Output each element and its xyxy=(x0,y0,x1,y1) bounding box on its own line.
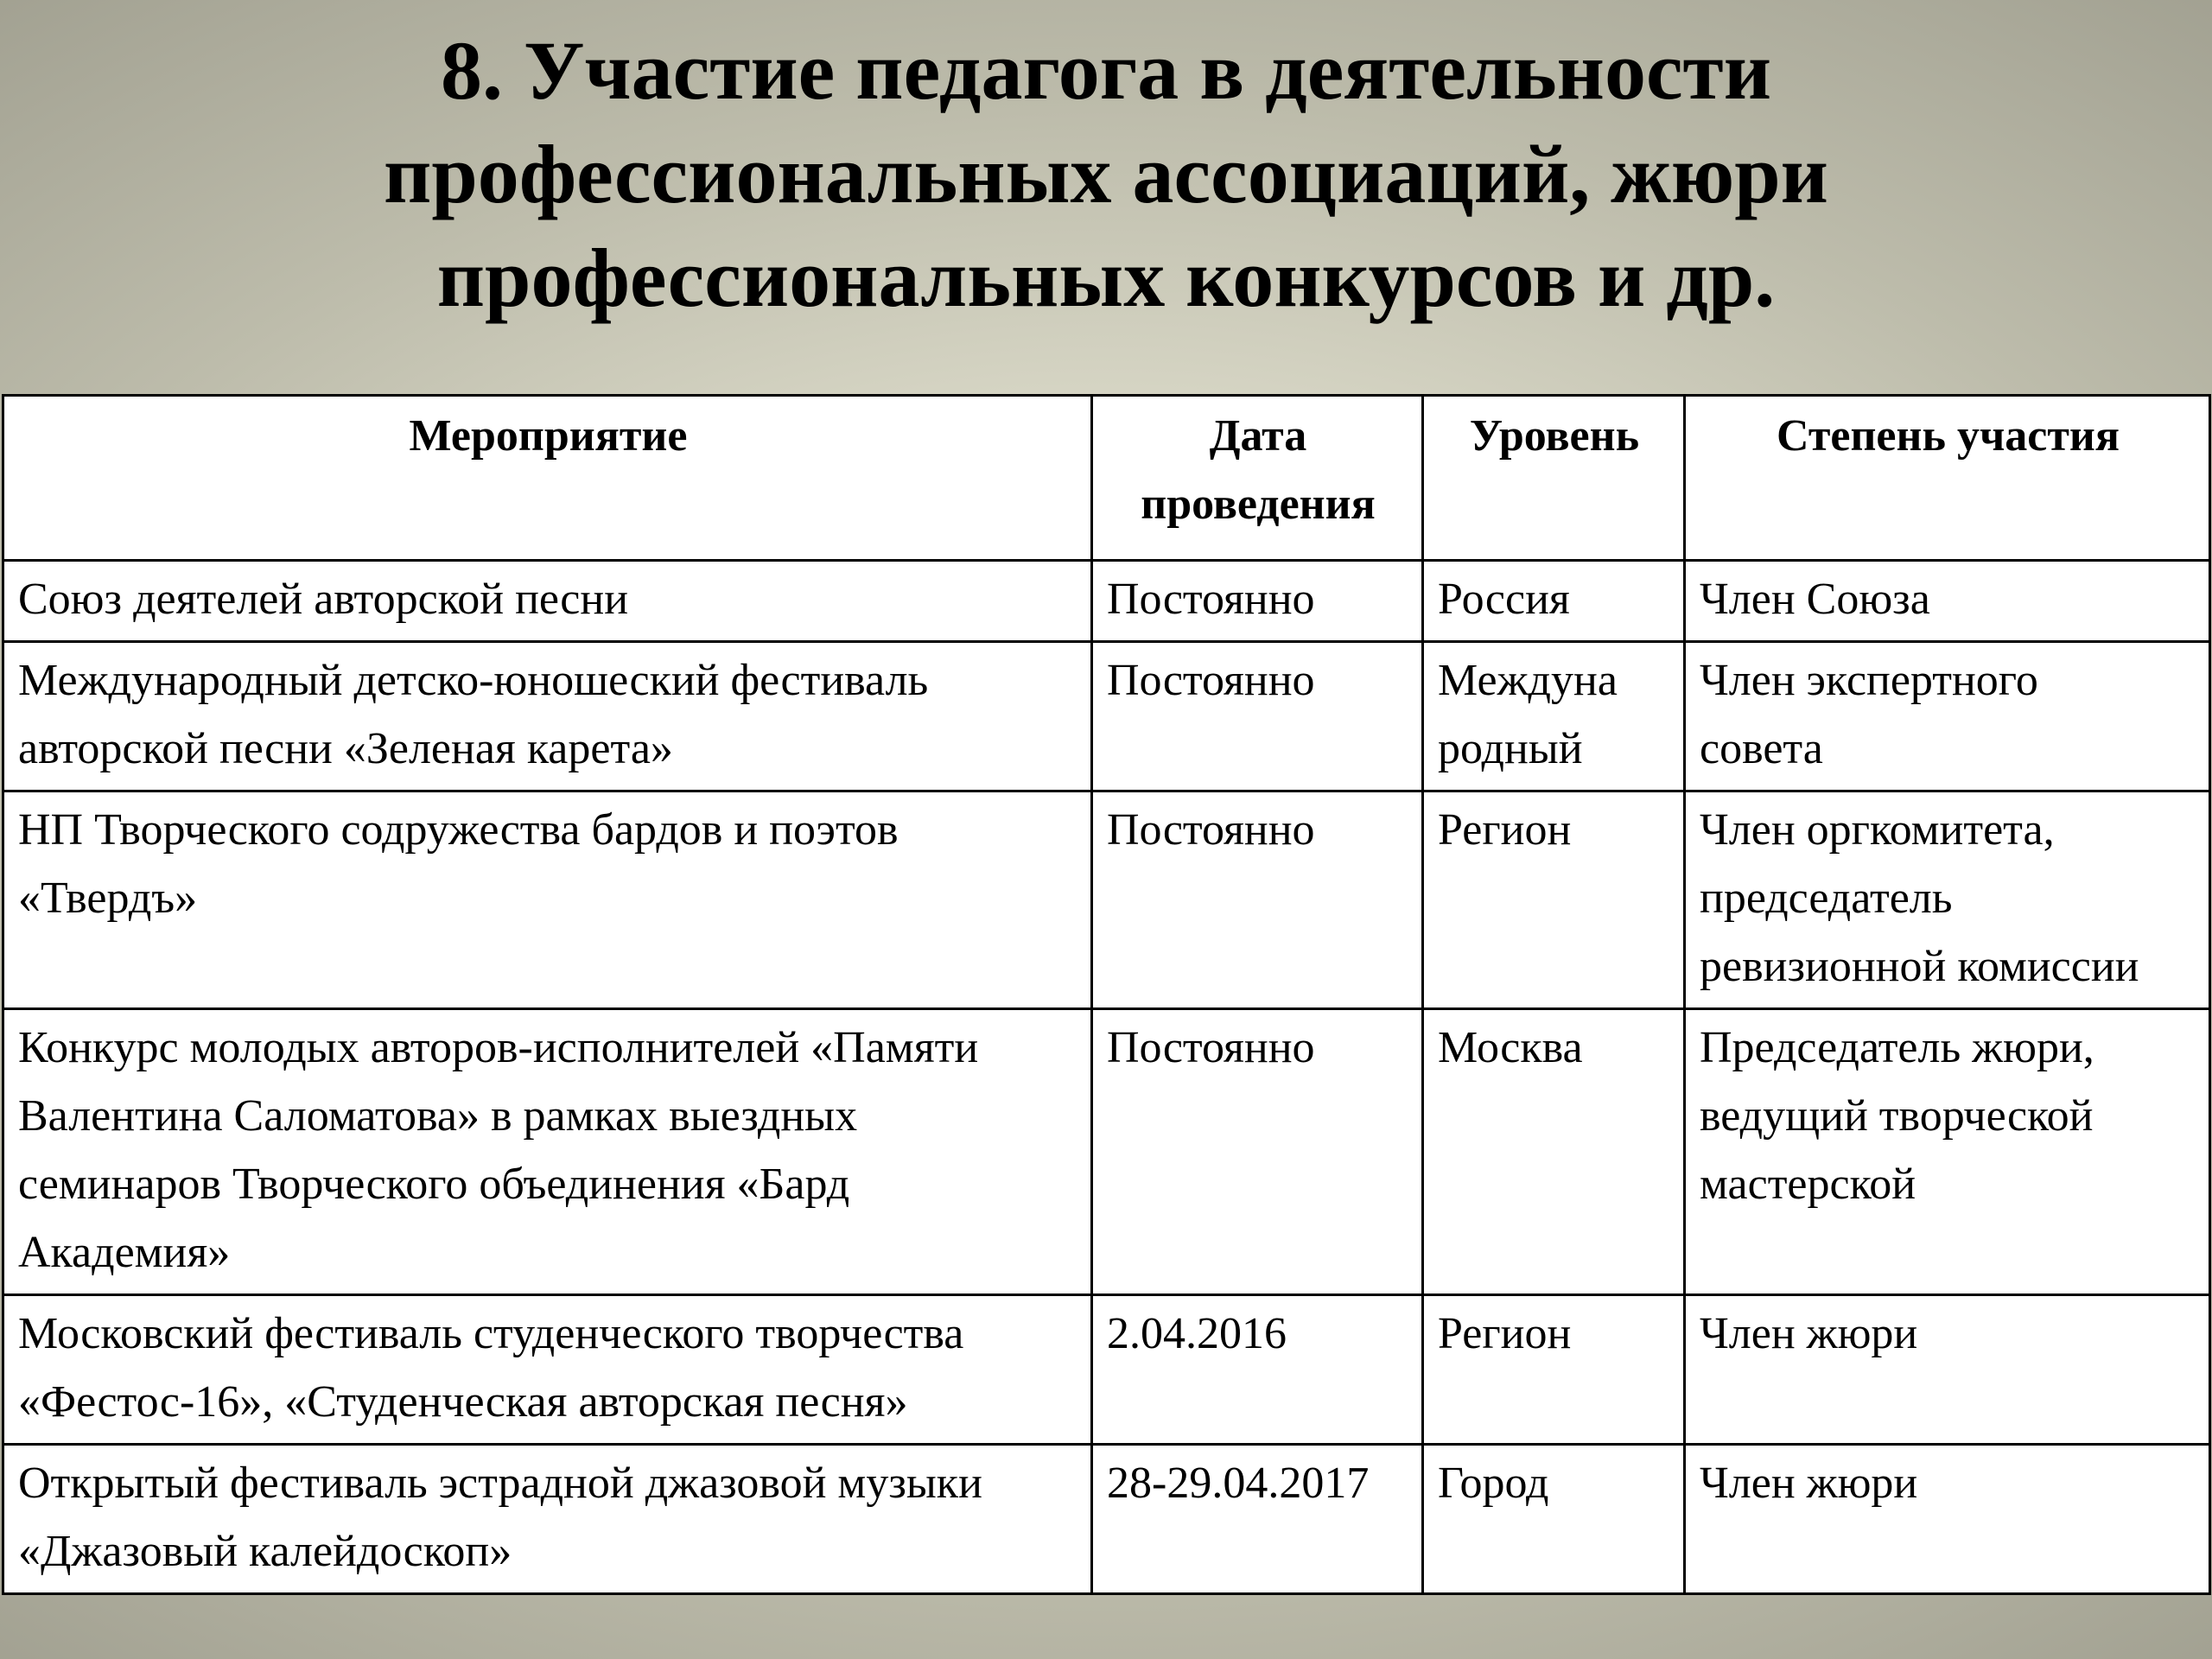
cell-event xyxy=(3,1295,1092,1445)
cell-line: родный xyxy=(1438,724,1583,773)
cell-line: Москва xyxy=(1438,1023,1583,1072)
cell-line: Академия» xyxy=(18,1228,231,1277)
cell-line: «Твердъ» xyxy=(18,874,198,923)
cell-date: 2.04.2016 xyxy=(1092,1295,1423,1445)
cell-line: совета xyxy=(1700,724,1823,773)
table-row xyxy=(3,642,2210,791)
cell-line: авторской песни «Зеленая карета» xyxy=(18,724,673,773)
cell-date: Постоянно xyxy=(1092,1009,1423,1295)
cell-level xyxy=(1423,791,1685,1009)
cell-date: 28-29.04.2017 xyxy=(1092,1445,1423,1594)
title-line-3: профессиональных конкурсов и др. xyxy=(436,232,1776,324)
cell-event xyxy=(3,791,1092,1009)
cell-participation xyxy=(1685,642,2210,791)
cell-line: Председатель жюри, xyxy=(1700,1023,2094,1072)
cell-line: ревизионной комиссии xyxy=(1700,942,2139,991)
cell-line: Валентина Саломатова» в рамках выездных xyxy=(18,1091,858,1141)
cell-line: семинаров Творческого объединения «Бард xyxy=(18,1160,850,1209)
cell-event xyxy=(3,642,1092,791)
table-row xyxy=(3,1445,2210,1594)
cell-line: Член экспертного xyxy=(1700,656,2038,705)
cell-participation xyxy=(1685,1009,2210,1295)
cell-participation xyxy=(1685,791,2210,1009)
header-date xyxy=(1092,396,1423,561)
cell-line: Конкурс молодых авторов-исполнителей «Памяти xyxy=(18,1023,979,1072)
cell-date: Постоянно xyxy=(1092,791,1423,1009)
header-level: Уровень xyxy=(1423,396,1685,561)
cell-line: Член оргкомитета, xyxy=(1700,805,2055,855)
cell-line: НП Творческого содружества бардов и поэтов xyxy=(18,805,899,855)
cell-level xyxy=(1423,1445,1685,1594)
cell-line: ведущий творческой xyxy=(1700,1091,2094,1141)
cell-line: «Джазовый калейдоскоп» xyxy=(18,1527,512,1576)
table-row xyxy=(3,791,2210,1009)
header-date-line-2: проведения xyxy=(1141,480,1376,529)
table-row xyxy=(3,1295,2210,1445)
cell-date: Постоянно xyxy=(1092,642,1423,791)
table-row xyxy=(3,561,2210,642)
cell-line: Союз деятелей авторской песни xyxy=(18,575,629,624)
cell-level xyxy=(1423,561,1685,642)
cell-participation xyxy=(1685,1445,2210,1594)
cell-line: Член Союза xyxy=(1700,575,1930,624)
cell-line: Междуна xyxy=(1438,656,1618,705)
header-participation: Степень участия xyxy=(1685,396,2210,561)
cell-level xyxy=(1423,1009,1685,1295)
table-header-row xyxy=(3,396,2210,561)
cell-line: «Фестос-16», «Студенческая авторская песня» xyxy=(18,1377,908,1427)
cell-participation xyxy=(1685,561,2210,642)
table-row xyxy=(3,1009,2210,1295)
cell-line: Международный детско-юношеский фестиваль xyxy=(18,656,929,705)
participation-table xyxy=(2,394,2211,1595)
cell-level xyxy=(1423,642,1685,791)
title-line-2: профессиональных ассоциаций, жюри xyxy=(384,128,1828,220)
cell-line: Россия xyxy=(1438,575,1570,624)
cell-date: Постоянно xyxy=(1092,561,1423,642)
cell-line: Открытый фестиваль эстрадной джазовой музыки xyxy=(18,1459,982,1508)
cell-line: председатель xyxy=(1700,874,1953,923)
cell-line: мастерской xyxy=(1700,1160,1916,1209)
cell-level xyxy=(1423,1295,1685,1445)
cell-line: Московский фестиваль студенческого творчества xyxy=(18,1309,964,1358)
cell-event xyxy=(3,1445,1092,1594)
slide-title xyxy=(0,19,2212,330)
cell-event xyxy=(3,1009,1092,1295)
title-line-1: 8. Участие педагога в деятельности xyxy=(440,24,1772,117)
cell-line: Регион xyxy=(1438,805,1572,855)
cell-line: Регион xyxy=(1438,1309,1572,1358)
cell-line: Член жюри xyxy=(1700,1309,1918,1358)
cell-line: Город xyxy=(1438,1459,1549,1508)
cell-event xyxy=(3,561,1092,642)
header-date-line-1: Дата xyxy=(1209,411,1307,461)
header-event: Мероприятие xyxy=(3,396,1092,561)
cell-participation xyxy=(1685,1295,2210,1445)
cell-line: Член жюри xyxy=(1700,1459,1918,1508)
